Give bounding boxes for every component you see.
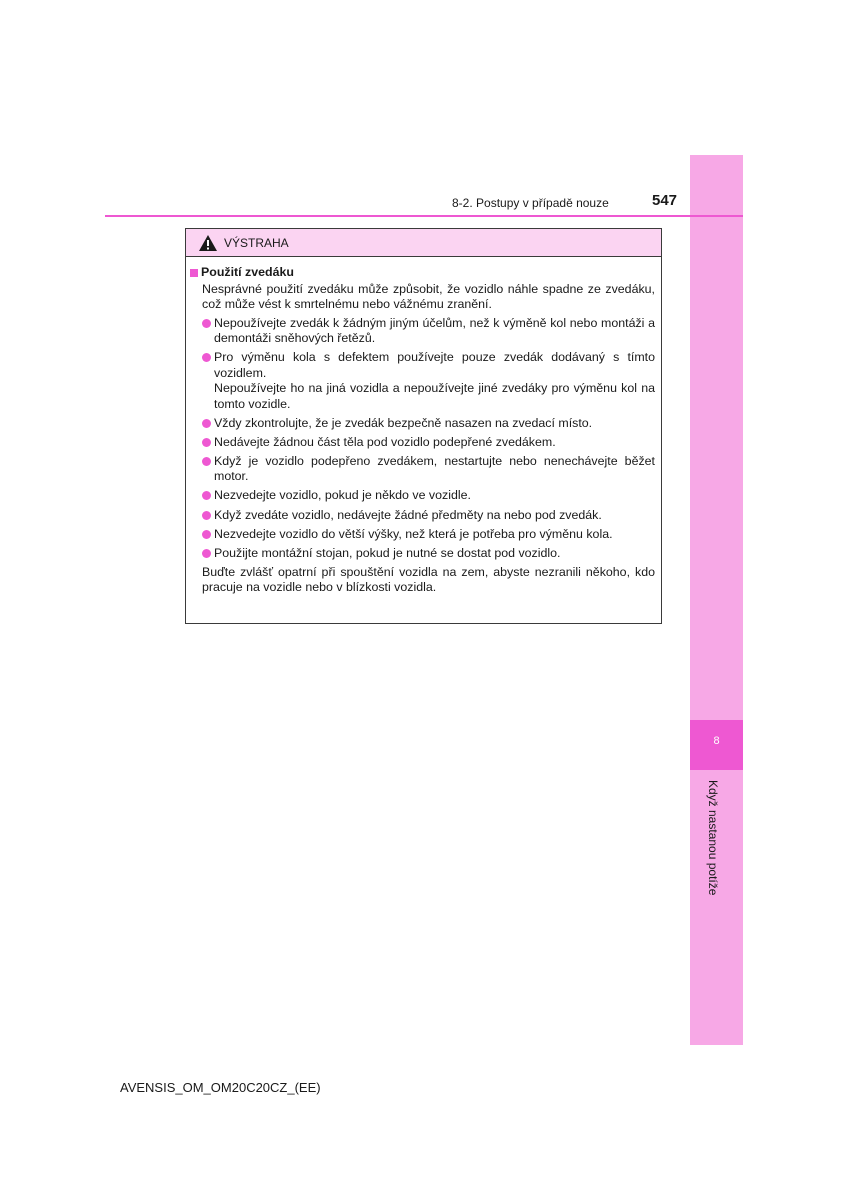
bullet-dot-icon	[202, 438, 211, 447]
list-item: Nedávejte žádnou část těla pod vozidlo podepřené zvedákem.	[190, 435, 655, 451]
bullet-dot-icon	[202, 457, 211, 466]
list-item-extra: Nepoužívejte ho na jiná vozidla a nepoužívejte jiné zvedáky pro výměnu kol na tomto vozidle.	[214, 381, 655, 411]
list-item: Nezvedejte vozidlo, pokud je někdo ve vozidle.	[190, 488, 655, 504]
section-title-text: Použití zvedáku	[201, 265, 294, 279]
header-section-title: 8-2. Postupy v případě nouze	[452, 196, 609, 210]
section-title	[190, 265, 655, 281]
list-item: Nepoužívejte zvedák k žádným jiným účelům, než k výměně kol nebo montáži a demontáži sněhových řetězů.	[190, 316, 655, 347]
header-divider	[105, 215, 743, 217]
list-item	[190, 350, 655, 412]
bullet-dot-icon	[202, 530, 211, 539]
warning-triangle-icon	[198, 234, 218, 252]
bullet-dot-icon	[202, 419, 211, 428]
list-item: Nezvedejte vozidlo do větší výšky, než která je potřeba pro výměnu kola.	[190, 527, 655, 543]
square-bullet-icon	[190, 269, 198, 277]
warning-body	[186, 257, 661, 596]
warning-box	[185, 228, 662, 624]
list-item: Když je vozidlo podepřeno zvedákem, nestartujte nebo nenechávejte běžet motor.	[190, 454, 655, 485]
chapter-title-vertical: Když nastanou potíže	[706, 780, 720, 896]
bullet-dot-icon	[202, 491, 211, 500]
list-item: Použijte montážní stojan, pokud je nutné se dostat pod vozidlo.	[190, 546, 655, 562]
list-item-text: Pro výměnu kola s defektem používejte pouze zvedák dodávaný s tímto vozidlem.	[214, 350, 655, 380]
bullet-dot-icon	[202, 511, 211, 520]
intro-paragraph: Nesprávné použití zvedáku může způsobit, že vozidlo náhle spadne ze zvedáku, což může vést k smrtelnému nebo vážnému zranění.	[202, 281, 655, 311]
closing-paragraph: Buďte zvlášť opatrní při spouštění vozidla na zem, abyste nezranili někoho, kdo pracuje na vozidle nebo v blízkosti vozidla.	[202, 564, 655, 595]
document-code: AVENSIS_OM_OM20C20CZ_(EE)	[120, 1080, 321, 1095]
warning-heading: VÝSTRAHA	[224, 235, 289, 250]
page-number: 547	[652, 192, 678, 209]
bullet-dot-icon	[202, 353, 211, 362]
chapter-side-tab	[690, 155, 743, 1045]
bullet-dot-icon	[202, 549, 211, 558]
list-item: Když zvedáte vozidlo, nedávejte žádné předměty na nebo pod zvedák.	[190, 508, 655, 524]
list-item: Vždy zkontrolujte, že je zvedák bezpečně nasazen na zvedací místo.	[190, 416, 655, 432]
chapter-number-tab: 8	[690, 720, 743, 770]
bullet-dot-icon	[202, 319, 211, 328]
warning-header	[186, 229, 661, 257]
